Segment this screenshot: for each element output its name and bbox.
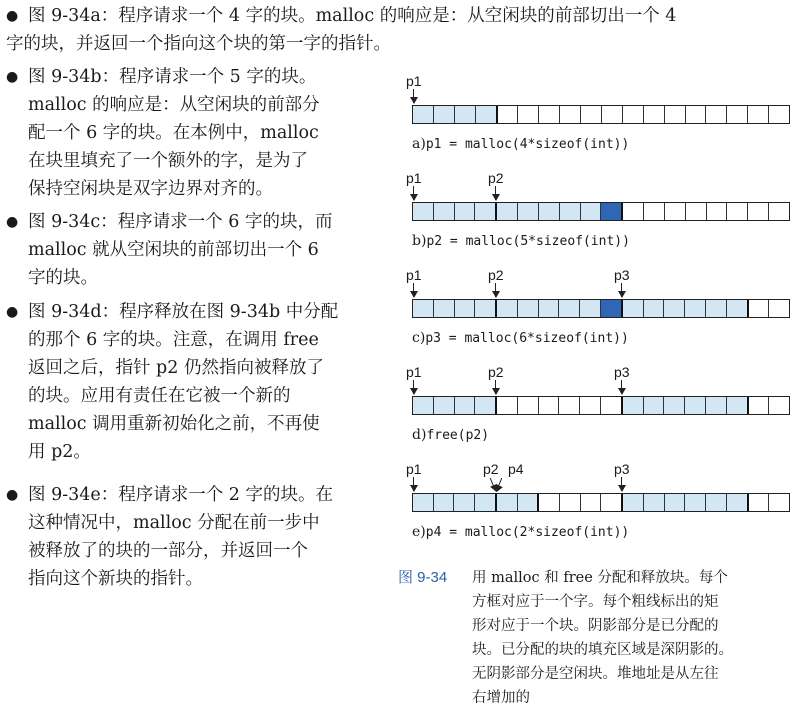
- heap-word: [769, 494, 789, 511]
- heap-word: [497, 300, 518, 317]
- heap-word: [497, 494, 518, 511]
- heap-word: [665, 106, 686, 123]
- heap-word: [623, 397, 644, 414]
- heap-word: [518, 203, 539, 220]
- bullet-b-line: 在块里填充了一个额外的字，是为了: [28, 151, 308, 171]
- bullet-c-line: malloc 就从空闲块的前部切出一个 6: [28, 240, 319, 260]
- heap-word: [580, 300, 601, 317]
- heap-word: [455, 397, 476, 414]
- heap-word: [665, 494, 686, 511]
- bullet-marker: ●: [6, 8, 19, 24]
- row-label: e): [412, 524, 426, 540]
- heap-word: [475, 300, 497, 317]
- heap-word: [434, 397, 455, 414]
- heap-row-a: [412, 105, 790, 124]
- bullet-d-line: 的那个 6 字的块。注意，在调用 free: [28, 330, 319, 350]
- pointer-label-p2: p2: [483, 461, 499, 477]
- heap-word: [581, 494, 602, 511]
- pointer-label-p1: p1: [406, 267, 422, 283]
- bullet-d-line: 的块。应用有责任在它被一个新的: [28, 386, 291, 406]
- bullet-b-line: 保持空闲块是双字边界对齐的。: [28, 179, 273, 199]
- row-code: p1 = malloc(4*sizeof(int)): [425, 137, 630, 152]
- heap-word: [727, 203, 748, 220]
- pointer-label-p1: p1: [406, 73, 422, 89]
- heap-word: [623, 203, 644, 220]
- caption-row-b: [412, 232, 630, 251]
- bullet-e-line: 被释放了的块的一部分，并返回一个: [28, 541, 308, 561]
- heap-word: [581, 106, 602, 123]
- heap-word: [560, 106, 581, 123]
- row-code: p4 = malloc(2*sizeof(int)): [425, 525, 630, 540]
- bullet-b-line: 图 9-34b：程序请求一个 5 字的块。: [28, 67, 317, 87]
- pointer-label-p3: p3: [614, 461, 630, 477]
- heap-word: [727, 494, 749, 511]
- bullet-d-line: 图 9-34d：程序释放在图 9-34b 中分配: [28, 302, 339, 322]
- heap-word: [497, 397, 518, 414]
- pointer-arrow: [495, 380, 496, 394]
- heap-word: [769, 106, 789, 123]
- heap-word: [539, 106, 560, 123]
- heap-word: [455, 203, 476, 220]
- heap-word: [707, 203, 728, 220]
- heap-word: [644, 106, 665, 123]
- intro-line-2: 字的块，并返回一个指向这个块的第一字的指针。: [6, 34, 391, 54]
- bullet-d-line: 用 p2。: [28, 442, 91, 462]
- pointer-arrow: [495, 283, 496, 297]
- heap-word: [685, 397, 706, 414]
- figure-caption-line: 形对应于一个块。阴影部分是已分配的: [472, 618, 719, 634]
- heap-word: [665, 203, 686, 220]
- heap-word: [727, 397, 749, 414]
- heap-row-e: [412, 493, 790, 512]
- caption-row-d: [412, 426, 489, 445]
- figure-caption-line: 无阴影部分是空闲块。堆地址是从左往: [472, 666, 719, 682]
- heap-word: [498, 106, 519, 123]
- pointer-arrow: [621, 380, 622, 394]
- heap-word: [518, 397, 539, 414]
- caption-row-a: [412, 135, 629, 154]
- bullet-b-line: malloc 的响应是：从空闲块的前部分: [28, 95, 320, 115]
- pointer-arrow: [496, 478, 502, 491]
- bullet-marker: ●: [6, 214, 19, 230]
- figure-caption-line: 右增加的: [472, 690, 530, 706]
- heap-word: [539, 300, 560, 317]
- heap-word: [727, 106, 748, 123]
- figure-caption-line: 块。已分配的块的填充区域是深阴影的。: [472, 642, 733, 658]
- pointer-arrow: [621, 283, 622, 297]
- figure-number: 图 9-34: [398, 569, 448, 586]
- heap-word: [539, 203, 560, 220]
- heap-word: [749, 494, 770, 511]
- heap-word: [601, 494, 623, 511]
- row-label: a): [412, 136, 426, 152]
- row-code: p3 = malloc(6*sizeof(int)): [425, 331, 629, 346]
- heap-word: [413, 106, 434, 123]
- heap-word: [644, 397, 665, 414]
- pointer-label-p2: p2: [488, 364, 504, 380]
- heap-padding-word: [601, 300, 623, 317]
- pointer-label-p1: p1: [406, 170, 422, 186]
- heap-word: [601, 397, 623, 414]
- heap-word: [769, 397, 789, 414]
- bullet-d-line: 返回之后，指针 p2 仍然指向被释放了: [28, 358, 324, 378]
- pointer-arrow: [413, 186, 414, 200]
- heap-word: [581, 203, 602, 220]
- heap-word: [769, 300, 789, 317]
- bullet-b-line: 配一个 6 字的块。在本例中，malloc: [28, 123, 319, 143]
- heap-word: [559, 397, 580, 414]
- caption-row-e: [412, 523, 629, 542]
- heap-word: [454, 494, 475, 511]
- heap-word: [749, 300, 770, 317]
- pointer-label-p4: p4: [508, 461, 524, 477]
- heap-word: [413, 203, 434, 220]
- heap-word: [749, 397, 770, 414]
- pointer-arrow: [495, 186, 496, 200]
- heap-word: [434, 106, 455, 123]
- heap-word: [434, 300, 455, 317]
- pointer-label-p3: p3: [614, 267, 630, 283]
- heap-row-b: [412, 202, 790, 221]
- bullet-d-line: malloc 调用重新初始化之前，不再使: [28, 414, 320, 434]
- heap-word: [727, 300, 749, 317]
- heap-word: [706, 494, 727, 511]
- bullet-e-line: 图 9-34e：程序请求一个 2 字的块。在: [28, 485, 333, 505]
- heap-padding-word: [601, 203, 623, 220]
- pointer-arrow: [413, 380, 414, 394]
- row-code: free(p2): [426, 428, 490, 443]
- heap-word: [664, 300, 685, 317]
- pointer-arrow: [621, 477, 622, 491]
- row-label: c): [412, 330, 426, 346]
- pointer-arrow: [413, 477, 414, 491]
- caption-row-c: [412, 329, 629, 348]
- heap-word: [560, 203, 581, 220]
- heap-word: [434, 203, 455, 220]
- bullet-c-line: 图 9-34c：程序请求一个 6 字的块，而: [28, 212, 333, 232]
- heap-word: [686, 203, 707, 220]
- heap-word: [580, 397, 601, 414]
- bullet-c-line: 字的块。: [28, 268, 98, 288]
- heap-word: [748, 106, 769, 123]
- heap-row-d: [412, 396, 790, 415]
- heap-word: [706, 397, 727, 414]
- heap-word: [685, 494, 706, 511]
- heap-word: [475, 397, 497, 414]
- heap-word: [602, 106, 623, 123]
- pointer-label-p3: p3: [614, 364, 630, 380]
- bullet-e-line: 这种情况中，malloc 分配在前一步中: [28, 513, 320, 533]
- row-label: b): [412, 233, 427, 249]
- heap-word: [748, 203, 769, 220]
- heap-row-c: [412, 299, 790, 318]
- bullet-marker: ●: [6, 69, 19, 85]
- heap-word: [475, 494, 497, 511]
- figure-caption-line: 用 malloc 和 free 分配和释放块。每个: [472, 570, 728, 586]
- bullet-marker: ●: [6, 304, 19, 320]
- heap-word: [539, 494, 560, 511]
- bullet-marker: ●: [6, 487, 19, 503]
- figure-caption-line: 方框对应于一个字。每个粗线标出的矩: [472, 594, 719, 610]
- heap-word: [413, 300, 434, 317]
- row-label: d): [412, 427, 427, 443]
- heap-word: [559, 300, 580, 317]
- heap-word: [644, 300, 665, 317]
- heap-word: [539, 397, 560, 414]
- row-code: p2 = malloc(5*sizeof(int)): [426, 234, 630, 249]
- heap-word: [623, 106, 644, 123]
- heap-word: [685, 300, 706, 317]
- heap-word: [518, 494, 540, 511]
- bullet-e-line: 指向这个新块的指针。: [28, 569, 203, 589]
- heap-word: [664, 397, 685, 414]
- pointer-arrow: [413, 283, 414, 297]
- heap-word: [413, 494, 434, 511]
- heap-word: [644, 203, 665, 220]
- heap-word: [497, 203, 518, 220]
- heap-word: [455, 106, 476, 123]
- pointer-label-p2: p2: [488, 267, 504, 283]
- heap-word: [434, 494, 455, 511]
- heap-word: [475, 203, 497, 220]
- pointer-label-p1: p1: [406, 461, 422, 477]
- heap-word: [623, 300, 644, 317]
- heap-word: [476, 106, 498, 123]
- heap-word: [706, 300, 727, 317]
- heap-word: [518, 106, 539, 123]
- pointer-arrow: [413, 89, 414, 103]
- heap-word: [769, 203, 789, 220]
- heap-word: [623, 494, 644, 511]
- heap-word: [560, 494, 581, 511]
- heap-word: [455, 300, 476, 317]
- pointer-label-p1: p1: [406, 364, 422, 380]
- intro-line-1: 图 9-34a：程序请求一个 4 字的块。malloc 的响应是：从空闲块的前部切出一个 4: [28, 6, 677, 26]
- pointer-label-p2: p2: [488, 170, 504, 186]
- heap-word: [413, 397, 434, 414]
- heap-word: [644, 494, 665, 511]
- heap-word: [706, 106, 727, 123]
- heap-word: [518, 300, 539, 317]
- heap-word: [686, 106, 707, 123]
